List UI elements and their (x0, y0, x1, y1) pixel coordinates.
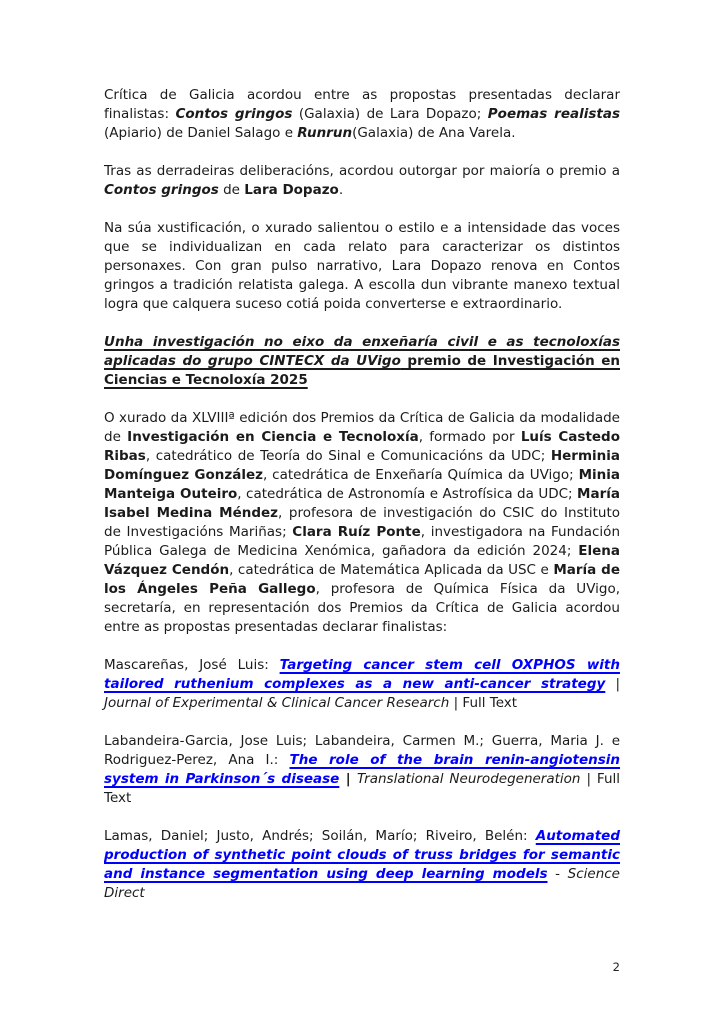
text-run: , profesora de Química Física da UVigo, secretaría, en representación dos Premios da Crítica de Galicia acordou entre as propostas presentadas declarar finalistas: (104, 581, 620, 635)
text-run: (Apiario) de Daniel Salago e (104, 125, 298, 141)
citation-cancer-research (104, 656, 620, 713)
article-link[interactable]: Automated production of synthetic point clouds of truss bridges for semantic and instance segmentation using deep learning models (104, 828, 620, 882)
citation-parkinson-research (104, 732, 620, 808)
text-run: . (338, 182, 344, 198)
journal-name: Translational Neurodegeneration (356, 771, 581, 787)
text-run: , catedrática de Matemática Aplicada da USC e (229, 562, 554, 578)
page-number: 2 (612, 960, 620, 974)
article-link[interactable]: Targeting cancer stem cell OXPHOS with tailored ruthenium complexes as a new anti-cancer strategy (104, 657, 620, 692)
paragraph-research-jury (104, 409, 620, 637)
journal-name: Science Direct (104, 866, 620, 901)
text-run: | (339, 771, 357, 787)
person-name: Luís Castedo Ribas (104, 429, 620, 464)
citation-authors: Mascareñas, José Luis: (104, 657, 280, 673)
article-link[interactable]: The role of the brain renin-angiotensin system in Parkinson´s disease (104, 752, 621, 787)
text-run: , investigadora na Fundación Pública Galega de Medicina Xenómica, gañadora da edición 2024; (104, 524, 620, 559)
person-name: María de los Ángeles Peña Gallego (104, 562, 620, 597)
text-run: Tras as derradeiras deliberacións, acordou outorgar por maioría o premio a (104, 163, 620, 179)
work-title: Poemas realistas (487, 106, 620, 122)
paragraph-award-decision (104, 162, 620, 200)
text-run: | (605, 676, 620, 692)
heading-italic-part: Unha investigación no eixo da enxeñaría civil e as tecnoloxías aplicadas do grupo CINTECX da UVigo (104, 334, 620, 369)
citation-authors: Lamas, Daniel; Justo, Andrés; Soilán, Marío; Riveiro, Belén: (104, 828, 536, 844)
text-run: , formado por (418, 429, 521, 445)
text-run: - (547, 866, 568, 882)
citation-authors: Labandeira-Garcia, Jose Luis; Labandeira, Carmen M.; Guerra, Maria J. e Rodriguez-Perez, Ana I.: (104, 733, 620, 768)
text-run: , catedrática de Enxeñaría Química da UVigo; (262, 467, 579, 483)
text-run: , catedrático de Teoría do Sinal e Comunicacións da UDC; (145, 448, 551, 464)
work-title: Contos gringos (175, 106, 293, 122)
person-name: María Isabel Medina Méndez (104, 486, 620, 521)
person-name: Clara Ruíz Ponte (292, 524, 421, 540)
text-run: , catedrática de Astronomía e Astrofísica da UDC; (237, 486, 578, 502)
text-run: (Galaxia) de Ana Varela. (352, 125, 516, 141)
text-run: (Galaxia) de Lara Dopazo; (292, 106, 488, 122)
text-run: de (218, 182, 245, 198)
text-run: | Full Text (104, 771, 621, 806)
person-name: Minia Manteiga Outeiro (104, 467, 620, 502)
text-run: , profesora de investigación do CSIC do Instituto de Investigacións Mariñas; (104, 505, 620, 540)
journal-name: Journal of Experimental & Clinical Cancer Research (104, 695, 450, 711)
text-run: O xurado da XLVIIIª edición dos Premios da Crítica de Galicia da modalidade de (104, 410, 620, 445)
heading-regular-part: premio de Investigación en Ciencias e Tecnoloxía 2025 (104, 353, 621, 388)
person-name: Lara Dopazo (244, 182, 339, 198)
citation-truss-bridges (104, 827, 620, 903)
award-category: Investigación en Ciencia e Tecnoloxía (127, 429, 419, 445)
text-run: Crítica de Galicia acordou entre as propostas presentadas declarar finalistas: (104, 87, 620, 122)
person-name: Elena Vázquez Cendón (104, 543, 620, 578)
work-title: Runrun (297, 125, 353, 141)
person-name: Herminia Domínguez González (104, 448, 620, 483)
text-run: Na súa xustificación, o xurado salientou o estilo e a intensidade das voces que se individualizan en cada relato para caracterizar os distintos personaxes. Con gran pulso narrativo, Lara Dopazo renova en Contos gringos a tradición relatista galega. A escolla dun vibrante manexo textual logra que calquera suceso cotiá poida converterse e extraordinario. (104, 220, 620, 312)
section-heading-research-award (104, 333, 620, 390)
text-run: | Full Text (449, 695, 518, 711)
work-title: Contos gringos (104, 182, 219, 198)
page-content (104, 86, 620, 922)
paragraph-jury-justification (104, 219, 620, 314)
paragraph-finalists (104, 86, 620, 143)
